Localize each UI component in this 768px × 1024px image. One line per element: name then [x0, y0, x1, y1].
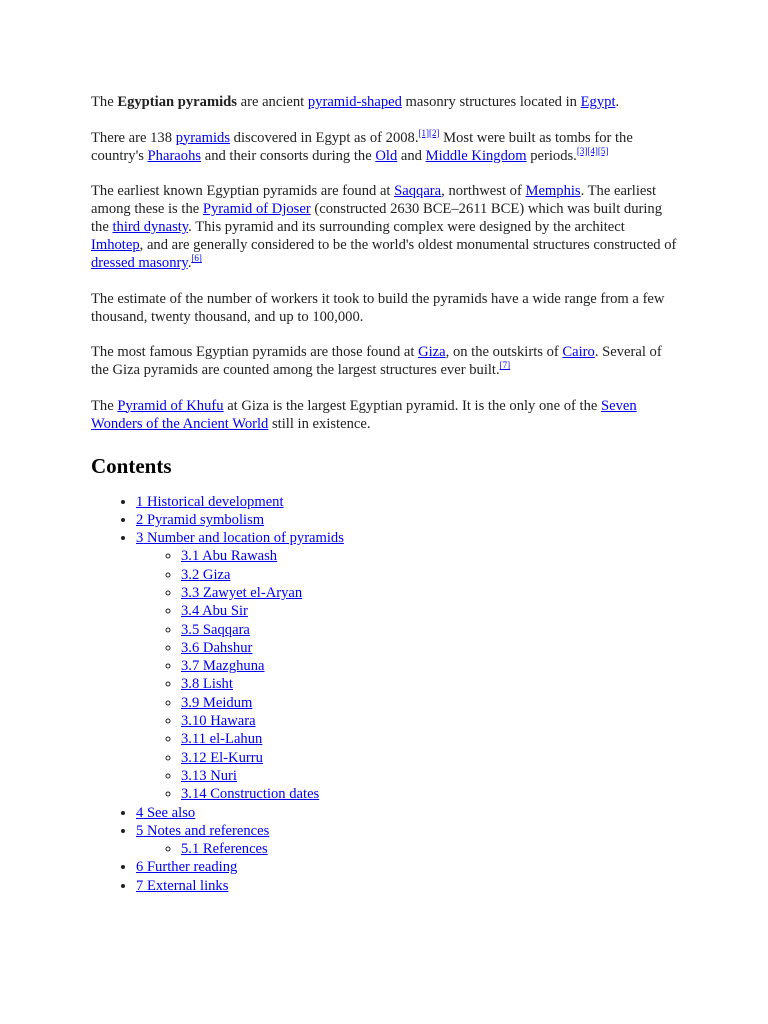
ref-link-3[interactable]: [3] [576, 145, 588, 156]
toc-number: 3.1 [181, 548, 200, 565]
link-giza[interactable]: Giza [418, 344, 446, 360]
text: discovered in Egypt as of 2008. [230, 129, 419, 146]
toc-subitem [181, 730, 679, 748]
intro-paragraph-5 [91, 343, 679, 379]
toc-link-pyramid-symbolism[interactable] [136, 512, 264, 528]
toc-item-4 [136, 804, 679, 822]
toc-link-giza[interactable] [181, 567, 230, 583]
toc-link-abu-rawash[interactable] [181, 548, 277, 564]
intro-paragraph-2 [91, 129, 679, 165]
link-middle-kingdom[interactable]: Middle Kingdom [425, 147, 527, 164]
toc-number: 2 [136, 511, 144, 528]
link-pyramid-of-khufu[interactable]: Pyramid of Khufu [117, 397, 224, 414]
citation-4 [500, 360, 511, 370]
toc-item-3 [136, 529, 679, 803]
toc-label: El-Kurru [206, 749, 263, 766]
toc-subitem [181, 639, 679, 657]
toc-link-el-kurru[interactable] [181, 750, 263, 766]
toc-number: 3.2 [181, 566, 200, 583]
text: are ancient [236, 94, 308, 110]
toc-item-6 [136, 858, 679, 876]
link-saqqara[interactable]: Saqqara [394, 183, 442, 199]
toc-link-nuri[interactable] [181, 768, 237, 784]
toc-subitem [181, 602, 679, 620]
toc-subitem [181, 767, 679, 785]
toc-link-external-links[interactable] [136, 878, 228, 894]
citation-3 [191, 253, 202, 263]
text: The estimate of the number of workers it took to build the pyramids have a wide range from a few thousand, twenty thousand, and up to 100,000. [91, 290, 665, 325]
ref-link-1[interactable]: [1] [418, 127, 429, 138]
text: . [615, 94, 620, 110]
toc-link-references[interactable] [181, 841, 268, 857]
toc-number: 3.13 [181, 767, 207, 784]
text: periods. [526, 147, 577, 164]
toc-subitem [181, 675, 679, 693]
ref-link-6[interactable]: [6] [191, 253, 202, 263]
text: and their consorts during the [201, 147, 376, 164]
link-dressed-masonry[interactable]: dressed masonry [91, 255, 188, 271]
toc-subitem [181, 547, 679, 565]
text: at Giza is the largest Egyptian pyramid. It is the only one of the [223, 397, 602, 414]
link-egypt[interactable]: Egypt [580, 94, 616, 110]
toc-label: Abu Sir [199, 603, 248, 620]
link-old-kingdom[interactable]: Old [375, 147, 398, 164]
text: , northwest of [441, 183, 526, 199]
toc-label: Construction dates [206, 786, 320, 803]
toc-item-5 [136, 822, 679, 859]
toc-number: 3.11 [181, 731, 206, 748]
toc-link-construction-dates[interactable] [181, 786, 319, 802]
toc-subitem [181, 712, 679, 730]
citation-1 [418, 128, 439, 138]
toc-item-7 [136, 877, 679, 895]
text: and [397, 147, 426, 164]
toc-number: 3.12 [181, 749, 207, 766]
toc-label: Saqqara [199, 621, 250, 638]
toc-link-abu-sir[interactable] [181, 603, 248, 619]
link-third-dynasty[interactable]: third dynasty [112, 219, 189, 235]
toc-number: 3 [136, 530, 144, 547]
toc-link-lisht[interactable] [181, 676, 233, 692]
toc-number: 4 [136, 804, 144, 821]
toc-number: 3.10 [181, 713, 207, 730]
toc-link-el-lahun[interactable] [181, 731, 262, 747]
toc-link-dahshur[interactable] [181, 640, 252, 656]
toc-number: 3.7 [181, 658, 200, 675]
text: . The earliest among these is the [91, 183, 657, 217]
text: , and are generally considered to be the world's oldest monumental structures constructed of [139, 237, 677, 253]
text: Most were built as tombs for the country's [91, 129, 633, 164]
ref-link-5[interactable]: [5] [597, 145, 609, 156]
toc-number: 3.5 [181, 621, 200, 638]
text: The [91, 94, 118, 110]
toc-link-mazghuna[interactable] [181, 658, 265, 674]
text: still in existence. [268, 415, 371, 432]
toc-link-further-reading[interactable] [136, 859, 237, 875]
toc-number: 6 [136, 859, 144, 876]
toc-sublist-5 [136, 840, 679, 858]
toc-number: 3.8 [181, 676, 200, 693]
toc-subitem [181, 694, 679, 712]
toc-item-1 [136, 493, 679, 511]
toc-label: Pyramid symbolism [143, 511, 265, 528]
toc-label: References [199, 841, 268, 858]
toc-link-meidum[interactable] [181, 695, 252, 711]
toc-label: Notes and references [143, 822, 270, 839]
table-of-contents [91, 493, 679, 896]
intro-paragraph-4 [91, 290, 679, 326]
link-memphis[interactable]: Memphis [525, 183, 581, 199]
contents-heading: Contents [91, 453, 172, 478]
text: (constructed 2630 BCE–2611 BCE) which was built during the [91, 201, 662, 235]
text: . [187, 255, 192, 271]
toc-link-hawara[interactable] [181, 713, 256, 729]
intro-paragraph-6 [91, 397, 679, 433]
toc-number: 3.4 [181, 603, 200, 620]
toc-number: 1 [136, 493, 144, 510]
link-pharaohs[interactable]: Pharaohs [147, 147, 202, 164]
ref-link-7[interactable]: [7] [499, 360, 511, 370]
toc-label: External links [143, 877, 229, 894]
link-pyramid-shaped[interactable]: pyramid-shaped [307, 94, 402, 110]
toc-subitem [181, 657, 679, 675]
toc-label: el-Lahun [206, 731, 263, 748]
link-imhotep[interactable]: Imhotep [91, 237, 140, 253]
toc-number: 3.14 [181, 786, 207, 803]
text: The most famous Egyptian pyramids are those found at [91, 344, 419, 360]
toc-label: Lisht [199, 676, 233, 693]
toc-link-see-also[interactable] [136, 805, 195, 821]
article-body [91, 93, 679, 895]
toc-label: Historical development [143, 493, 284, 510]
toc-subitem [181, 749, 679, 767]
toc-label: Dahshur [199, 639, 253, 656]
toc-link-zawyet-el-aryan[interactable] [181, 585, 302, 601]
toc-number: 3.9 [181, 694, 200, 711]
toc-label: See also [143, 804, 196, 821]
toc-subitem [181, 840, 679, 858]
toc-link-saqqara[interactable] [181, 622, 250, 638]
toc-link-historical-development[interactable] [136, 494, 284, 510]
intro-paragraph-1 [91, 93, 679, 111]
link-pyramids[interactable]: pyramids [175, 129, 231, 146]
article-subject: Egyptian pyramids [117, 94, 237, 110]
link-cairo[interactable]: Cairo [562, 344, 595, 360]
toc-item-2 [136, 511, 679, 529]
toc-label: Meidum [199, 694, 253, 711]
text: The [91, 397, 118, 414]
intro-paragraph-3 [91, 182, 679, 272]
toc-subitem [181, 566, 679, 584]
citation-2 [577, 146, 609, 156]
link-seven-wonders[interactable]: Seven Wonders of the Ancient World [91, 397, 637, 432]
link-pyramid-of-djoser[interactable]: Pyramid of Djoser [202, 201, 311, 217]
toc-label: Number and location of pyramids [143, 530, 344, 547]
toc-number: 3.3 [181, 584, 200, 601]
toc-label: Hawara [206, 713, 256, 730]
toc-label: Further reading [143, 859, 238, 876]
toc-subitem [181, 785, 679, 803]
ref-link-4[interactable]: [4] [587, 145, 598, 156]
ref-link-2[interactable]: [2] [428, 127, 440, 138]
text: . Several of the Giza pyramids are counted among the largest structures ever built. [91, 344, 662, 378]
toc-label: Abu Rawash [199, 548, 278, 565]
text: The earliest known Egyptian pyramids are found at [91, 183, 395, 199]
toc-label: Mazghuna [199, 658, 265, 675]
toc-subitem [181, 621, 679, 639]
toc-link-number-and-location[interactable] [136, 530, 344, 546]
toc-label: Giza [199, 566, 231, 583]
toc-sublist-3 [136, 547, 679, 803]
toc-label: Zawyet el-Aryan [199, 584, 303, 601]
toc-number: 5 [136, 822, 144, 839]
toc-number: 5.1 [181, 841, 200, 858]
text: . This pyramid and its surrounding complex were designed by the architect [188, 219, 625, 235]
toc-number: 3.6 [181, 639, 200, 656]
text: There are 138 [91, 129, 176, 146]
toc-subitem [181, 584, 679, 602]
toc-number: 7 [136, 877, 144, 894]
text: masonry structures located in [401, 94, 581, 110]
toc-link-notes-and-references[interactable] [136, 823, 269, 839]
toc-label: Nuri [206, 767, 237, 784]
text: , on the outskirts of [445, 344, 563, 360]
